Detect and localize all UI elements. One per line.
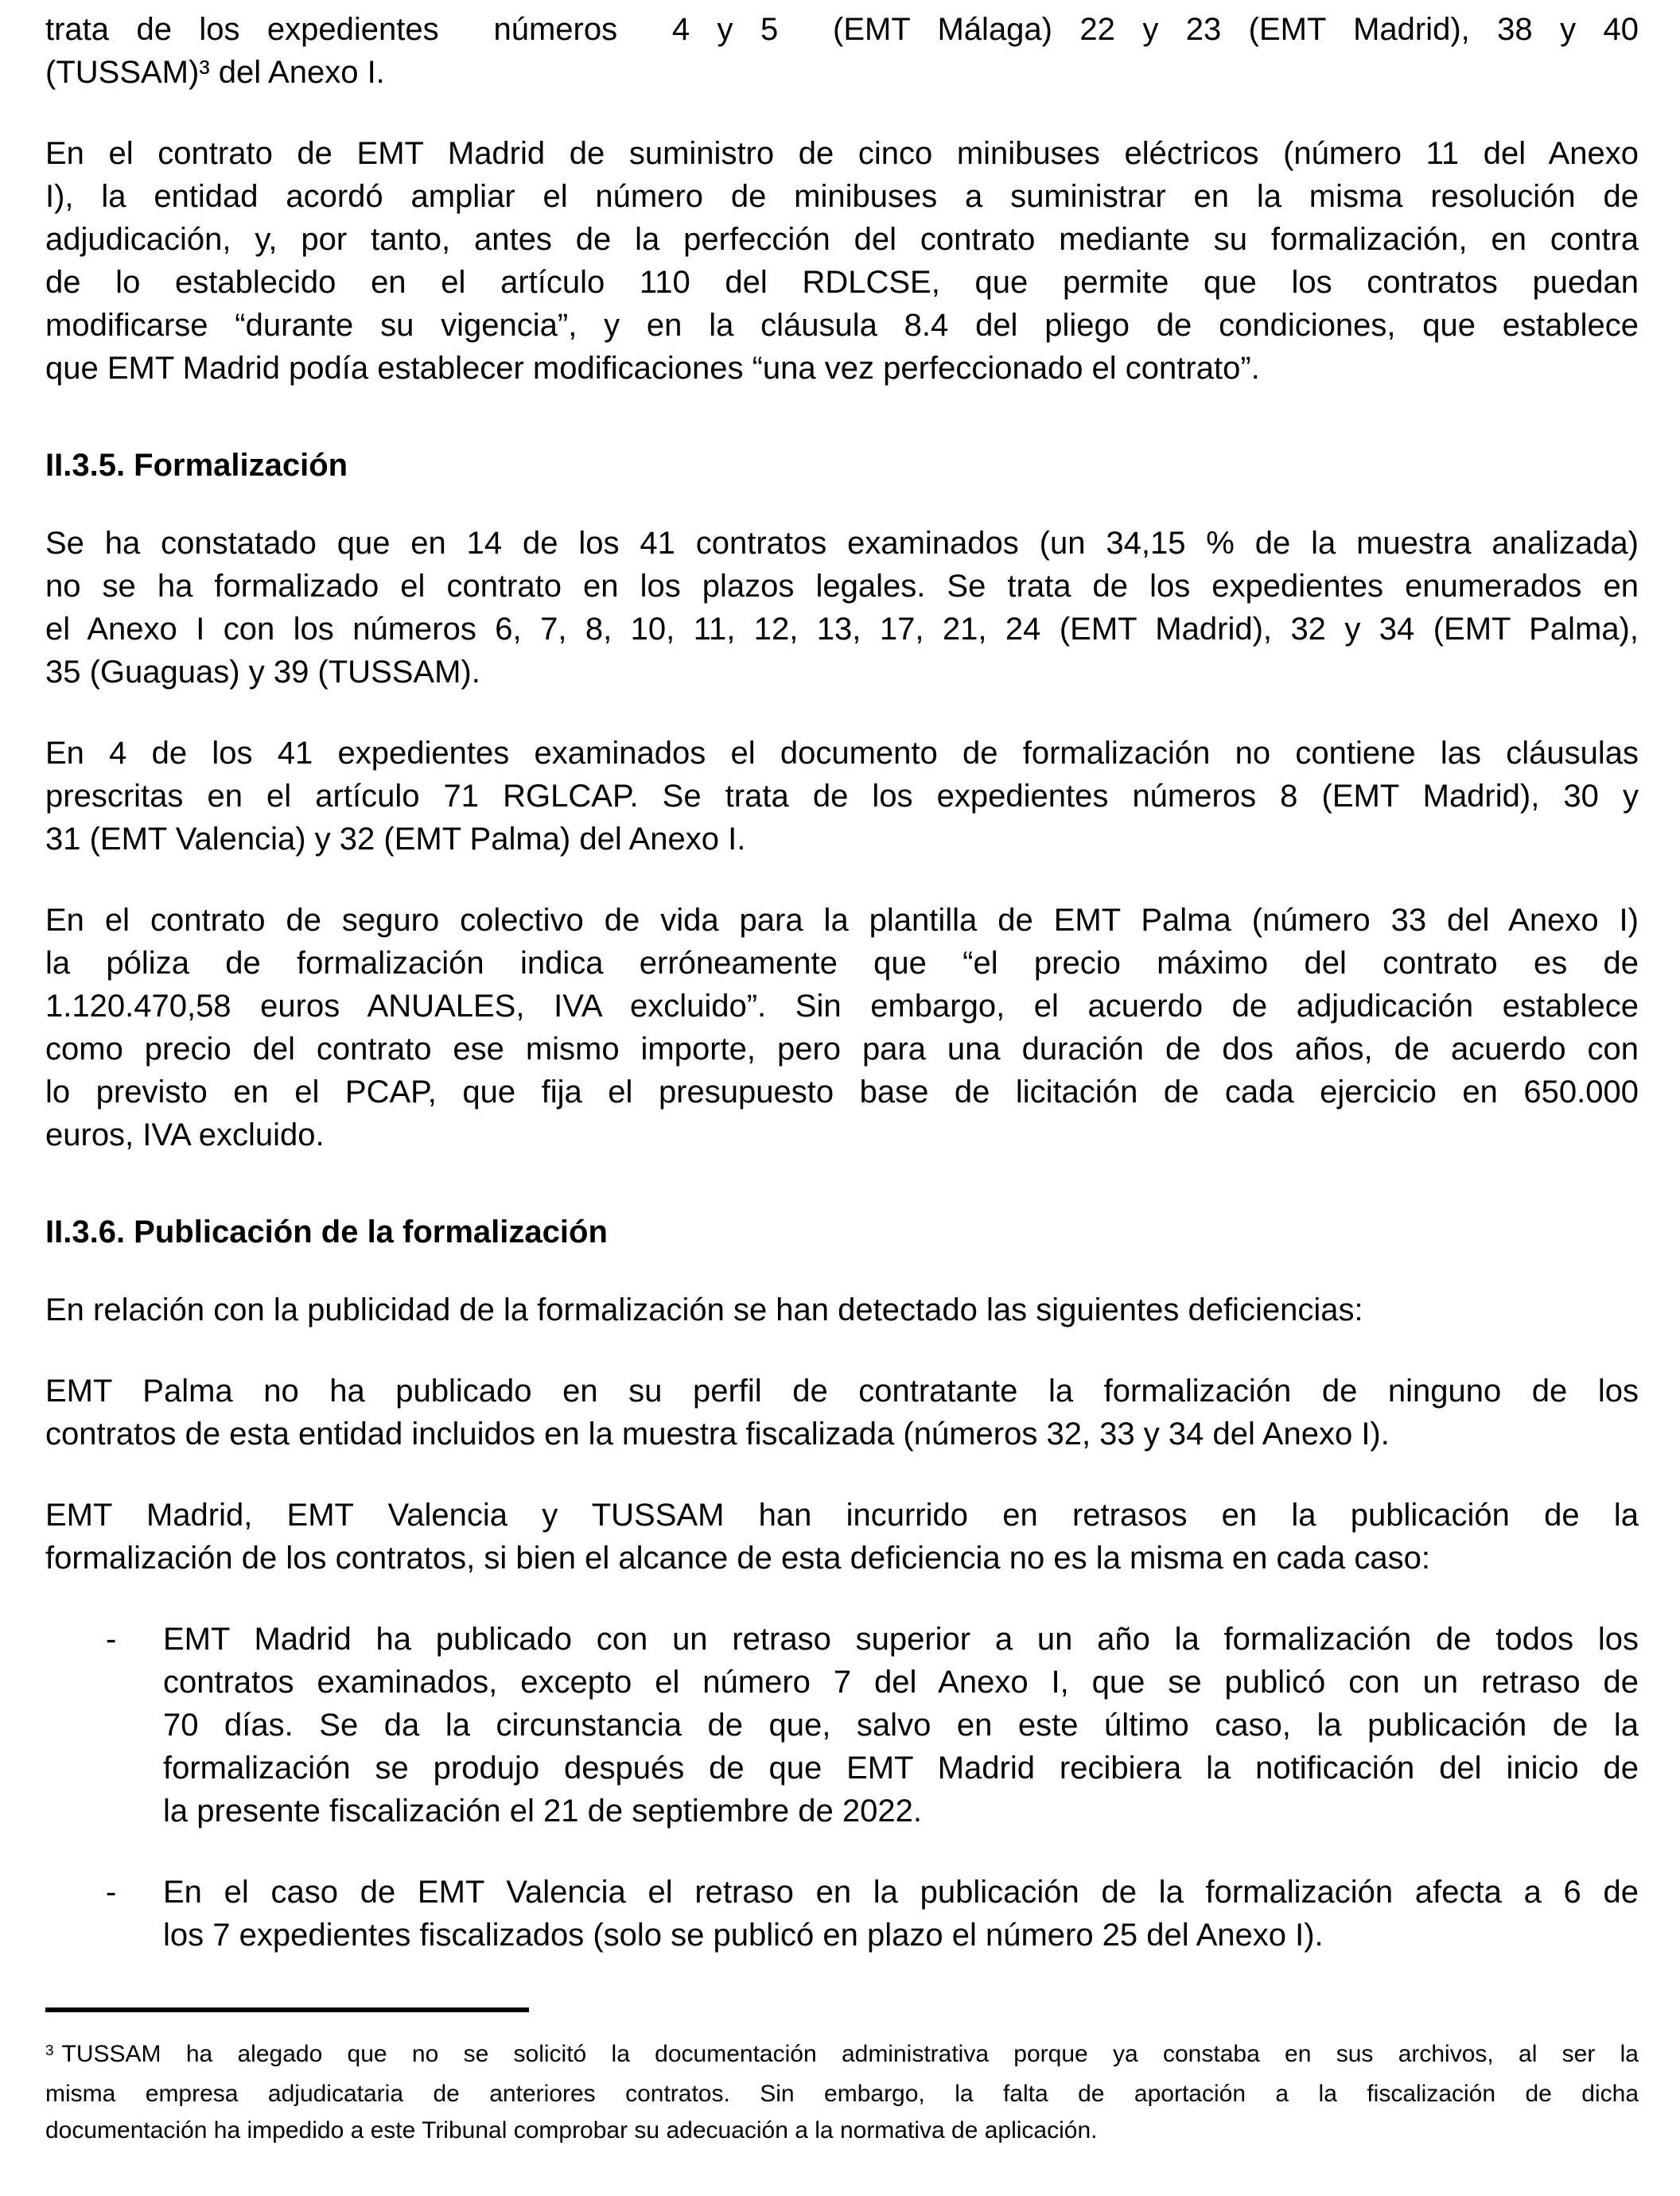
text-line: formalización se produjo después de que EMT Madrid recibiera la notificación del inicio de [163,1751,1639,1786]
para-seguro-colectivo-emt-palma [45,899,1639,1156]
para-4-de-41-expedientes [45,732,1639,861]
para-publicidad-deficiencias [45,1288,1639,1331]
text-line: 1.120.470,58 euros ANUALES, IVA excluido”. Sin embargo, el acuerdo de adjudicación establece [45,989,1639,1024]
text-line: Se ha constatado que en 14 de los 41 contratos examinados (un 34,15 % de la muestra analizada) [45,526,1639,561]
para-emt-palma-no-publicado [45,1370,1639,1456]
para-retrasos-publicacion [45,1494,1639,1580]
text-line: como precio del contrato ese mismo importe, pero para una duración de dos años, de acuerdo con [45,1032,1639,1067]
text-line: 35 (Guaguas) y 39 (TUSSAM). [45,655,480,690]
text-line: formalización de los contratos, si bien el alcance de esta deficiencia no es la misma en cada caso: [45,1541,1430,1576]
bullet-text [163,1618,1639,1833]
text-line: 31 (EMT Valencia) y 32 (EMT Palma) del Anexo I. [45,822,746,857]
text-line: En el contrato de seguro colectivo de vida para la plantilla de EMT Palma (número 33 del Anexo I) [45,903,1639,938]
text-line: documentación ha impedido a este Tribunal comprobar su adecuación a la normativa de aplicación. [45,2117,1098,2144]
text-line: misma empresa adjudicataria de anteriores contratos. Sin embargo, la falta de aportación a la fiscalización de dicha [45,2081,1639,2107]
text-line: En 4 de los 41 expedientes examinados el documento de formalización no contiene las cláusulas [45,736,1639,771]
bullet-emt-valencia-retraso [45,1871,1639,1957]
footnote-marker: 3 [45,2042,54,2059]
text-line: la póliza de formalización indica erróneamente que “el precio máximo del contrato es de [45,946,1639,981]
dash-marker: - [106,1622,117,1657]
text-line: En relación con la publicidad de la formalización se han detectado las siguientes deficiencias: [45,1292,1363,1327]
para-expedientes-continuacion [45,8,1639,94]
heading-ii-3-6-publicacion: II.3.6. Publicación de la formalización [45,1215,608,1250]
text-line: modificarse “durante su vigencia”, y en la cláusula 8.4 del pliego de condiciones, que establece [45,308,1639,343]
text-line: que EMT Madrid podía establecer modificaciones “una vez perfeccionado el contrato”. [45,351,1260,386]
text-line: EMT Madrid, EMT Valencia y TUSSAM han incurrido en retrasos en la publicación de la [45,1498,1639,1533]
dash-marker: - [106,1875,117,1910]
text-line: los 7 expedientes fiscalizados (solo se publicó en plazo el número 25 del Anexo I). [163,1918,1324,1953]
footnote-3-tussam [45,2036,1639,2149]
text-line: no se ha formalizado el contrato en los plazos legales. Se trata de los expedientes enumerados en [45,569,1639,604]
text-line: I), la entidad acordó ampliar el número de minibuses a suministrar en la misma resolución de [45,179,1639,214]
text-line: adjudicación, y, por tanto, antes de la perfección del contrato mediante su formalización, en contra [45,222,1639,257]
text-line: En el caso de EMT Valencia el retraso en la publicación de la formalización afecta a 6 de [163,1875,1639,1910]
text-line: (TUSSAM)³ del Anexo I. [45,55,385,90]
text-line: 70 días. Se da la circunstancia de que, salvo en este último caso, la publicación de la [163,1708,1639,1743]
document-content [45,8,1639,2149]
heading-ii-3-5-formalizacion: II.3.5. Formalización [45,448,348,483]
text-line: la presente fiscalización el 21 de septiembre de 2022. [163,1794,922,1829]
para-constatado-14-de-41 [45,522,1639,694]
footnote-separator [45,2007,529,2012]
text-line: trata de los expedientes números 4 y 5 (EMT Málaga) 22 y 23 (EMT Madrid), 38 y 40 [45,12,1639,47]
text-line: el Anexo I con los números 6, 7, 8, 10, 11, 12, 13, 17, 21, 24 (EMT Madrid), 32 y 34 (EMT Palma), [45,612,1639,647]
text-line: EMT Madrid ha publicado con un retraso superior a un año la formalización de todos los [163,1622,1639,1657]
para-contrato-emt-madrid-minibuses [45,132,1639,390]
text-line: En el contrato de EMT Madrid de suministro de cinco minibuses eléctricos (número 11 del Anexo [45,136,1639,171]
text-line: EMT Palma no ha publicado en su perfil de contratante la formalización de ninguno de los [45,1374,1639,1409]
text-line: euros, IVA excluido. [45,1117,325,1152]
text-line: prescritas en el artículo 71 RGLCAP. Se trata de los expedientes números 8 (EMT Madrid), 30 y [45,779,1639,814]
text-line: contratos examinados, excepto el número 7 del Anexo I, que se publicó con un retraso de [163,1665,1639,1700]
bullet-emt-madrid-retraso [45,1618,1639,1833]
text-line: $^3$ TUSSAM ha alegado que no se solicitó la documentación administrativa porque ya constaba en sus archivos, al ser la [45,2041,1639,2067]
text-line: contratos de esta entidad incluidos en la muestra fiscalizada (números 32, 33 y 34 del Anexo I). [45,1417,1390,1452]
text-line: de lo establecido en el artículo 110 del RDLCSE, que permite que los contratos puedan [45,265,1639,300]
text-line: lo previsto en el PCAP, que fija el presupuesto base de licitación de cada ejercicio en 650.000 [45,1075,1639,1110]
bullet-text [163,1871,1639,1957]
